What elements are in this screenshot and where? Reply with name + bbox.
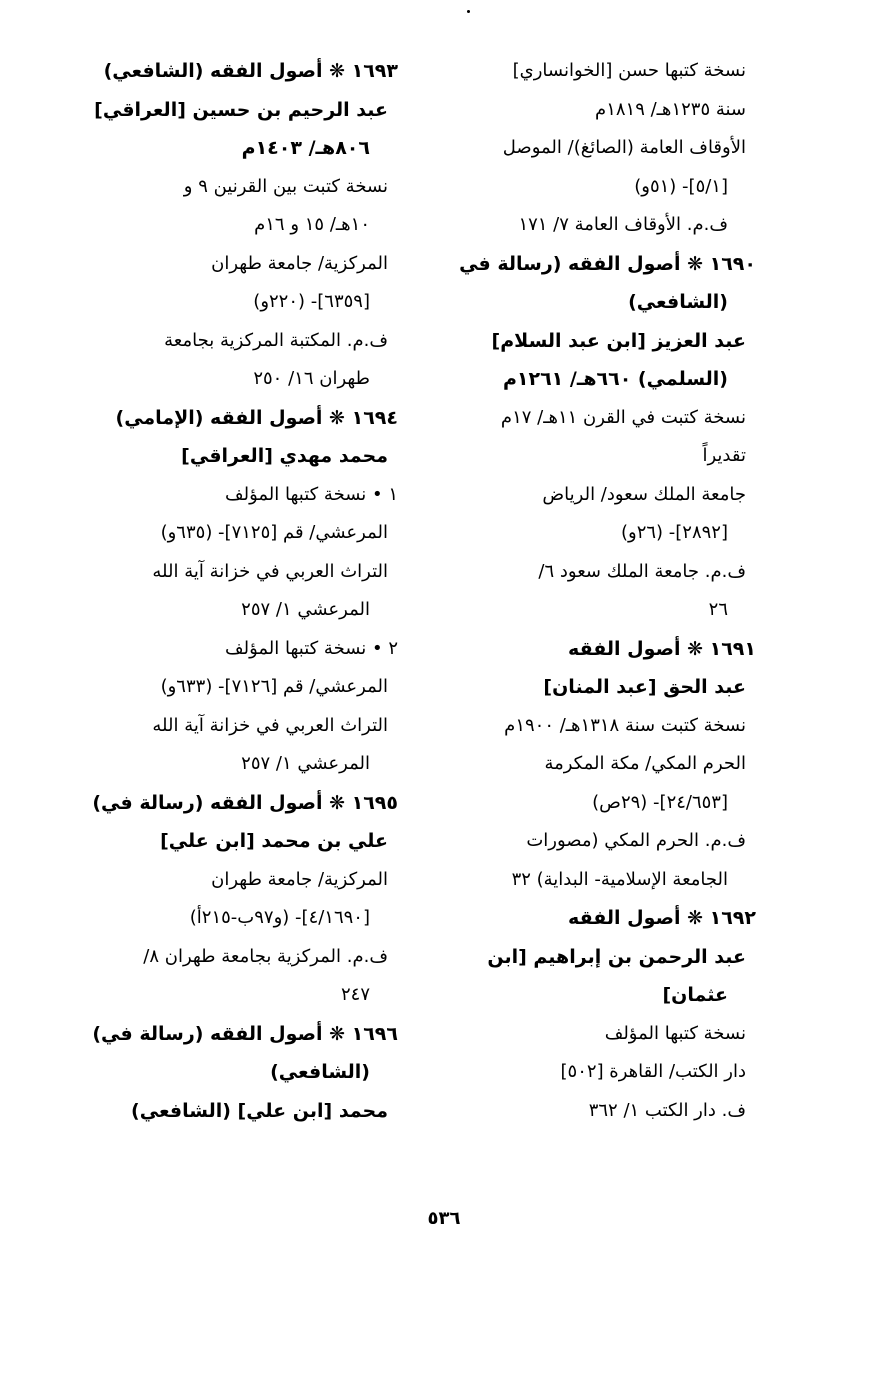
entry-heading-line: علي بن محمد [ابن علي] (160, 830, 388, 852)
entry-text-line: ٢٤٧ (340, 984, 370, 1005)
entry-text-line: طهران ١٦/ ٢٥٠ (253, 368, 370, 389)
entry-heading-line: ١٦٩٥ ❋ أصول الفقه (رسالة في) (92, 791, 398, 814)
entry-text-line: المرعشي ١/ ٢٥٧ (241, 753, 370, 774)
entry-text-line: [٢٨٩٢]- (٢٦و) (620, 522, 728, 543)
entry-heading-line: ١٦٩٢ ❋ أصول الفقه (568, 907, 756, 929)
entry-text-line: ١ • نسخة كتبها المؤلف (224, 483, 398, 505)
entry-text-line: ف.م. الأوقاف العامة ٧/ ١٧١ (518, 214, 728, 235)
entry-text-line: الحرم المكي/ مكة المكرمة (544, 753, 746, 774)
right-column (416, 52, 756, 1130)
entry-text-line: سنة ١٢٣٥هـ/ ١٨١٩م (595, 98, 746, 120)
entry-text-line: ف.م. المكتبة المركزية بجامعة (164, 329, 388, 351)
entry-text-line: جامعة الملك سعود/ الرياض (542, 483, 746, 505)
entry-text-line: التراث العربي في خزانة آية الله (152, 714, 388, 736)
entry-text-line: المرعشي ١/ ٢٥٧ (241, 599, 370, 620)
entry-text-line: [٥/١]- (٥١و) (634, 175, 728, 197)
entry-text-line: [٦٣٥٩]- (٢٢٠و) (253, 291, 370, 312)
entry-heading-line: ٨٠٦هـ/ ١٤٠٣م (241, 137, 370, 159)
entry-heading-line: (السلمي) ٦٦٠هـ/ ١٢٦١م (502, 368, 728, 390)
entry-text-line: دار الكتب/ القاهرة [٥٠٢] (560, 1061, 746, 1082)
entry-text-line: ٢٦ (708, 599, 728, 620)
entry-heading-line: (الشافعي) (270, 1061, 370, 1083)
entry-heading-line: ١٦٩١ ❋ أصول الفقه (568, 637, 756, 660)
entry-heading-line: ١٦٩٦ ❋ أصول الفقه (رسالة في) (92, 1022, 398, 1045)
entry-text-line: نسخة كتبت في القرن ١١هـ/ ١٧م (500, 406, 746, 428)
entry-text-line: ف.م. جامعة الملك سعود ٦/ (538, 560, 746, 582)
entry-text-line: نسخة كتبت سنة ١٣١٨هـ/ ١٩٠٠م (504, 714, 746, 736)
entry-text-line: المرعشي/ قم [٧١٢٥]- (٦٣٥و) (160, 522, 388, 543)
entry-heading-line: محمد مهدي [العراقي] (181, 445, 388, 467)
entry-text-line: نسخة كتبها حسن [الخوانساري] (512, 60, 746, 81)
entry-text-line: ف.م. المركزية بجامعة طهران ٨/ (143, 945, 388, 967)
entry-heading-line: عبد الرحمن بن إبراهيم [ابن (487, 945, 746, 968)
entry-heading-line: ١٦٩٤ ❋ أصول الفقه (الإمامي) (115, 406, 398, 429)
entry-text-line: ٢ • نسخة كتبها المؤلف (224, 637, 398, 659)
speck-mark (467, 10, 470, 13)
entry-text-line: المركزية/ جامعة طهران (211, 252, 388, 274)
entry-heading-line: ١٦٩٠ ❋ أصول الفقه (رسالة في (459, 252, 756, 275)
entry-heading-line: (الشافعي) (628, 291, 728, 313)
entry-text-line: [٢٤/٦٥٣]- (٢٩ص) (592, 791, 728, 813)
entry-text-line: الأوقاف العامة (الصائغ)/ الموصل (502, 137, 746, 158)
entry-text-line: ف.م. الحرم المكي (مصورات (526, 830, 746, 851)
entry-heading-line: عثمان] (662, 984, 728, 1006)
entry-text-line: نسخة كتبها المؤلف (604, 1022, 746, 1044)
entry-text-line: الجامعة الإسلامية- البداية) ٣٢ (511, 868, 728, 890)
entry-heading-line: ١٦٩٣ ❋ أصول الفقه (الشافعي) (103, 60, 398, 82)
entry-text-line: التراث العربي في خزانة آية الله (152, 560, 388, 582)
left-column (63, 52, 398, 1130)
entry-heading-line: عبد الحق [عبد المنان] (543, 676, 746, 698)
page-number: ٥٣٦ (427, 1208, 461, 1229)
entry-text-line: ف. دار الكتب ١/ ٣٦٢ (588, 1099, 746, 1121)
entry-text-line: تقديراً (702, 445, 746, 466)
entry-text-line: [٤/١٦٩٠]- (و٩٧ب-٢١٥أ) (189, 907, 370, 928)
entry-heading-line: عبد الرحيم بن حسين [العراقي] (94, 98, 388, 121)
entry-text-line: المركزية/ جامعة طهران (211, 868, 388, 890)
entry-heading-line: عبد العزيز [ابن عبد السلام] (491, 329, 746, 352)
entry-text-line: المرعشي/ قم [٧١٢٦]- (٦٣٣و) (160, 676, 388, 697)
entry-text-line: نسخة كتبت بين القرنين ٩ و (183, 175, 388, 197)
entry-heading-line: محمد [ابن علي] (الشافعي) (131, 1099, 388, 1122)
entry-text-line: ١٠هـ/ ١٥ و ١٦م (254, 214, 370, 235)
